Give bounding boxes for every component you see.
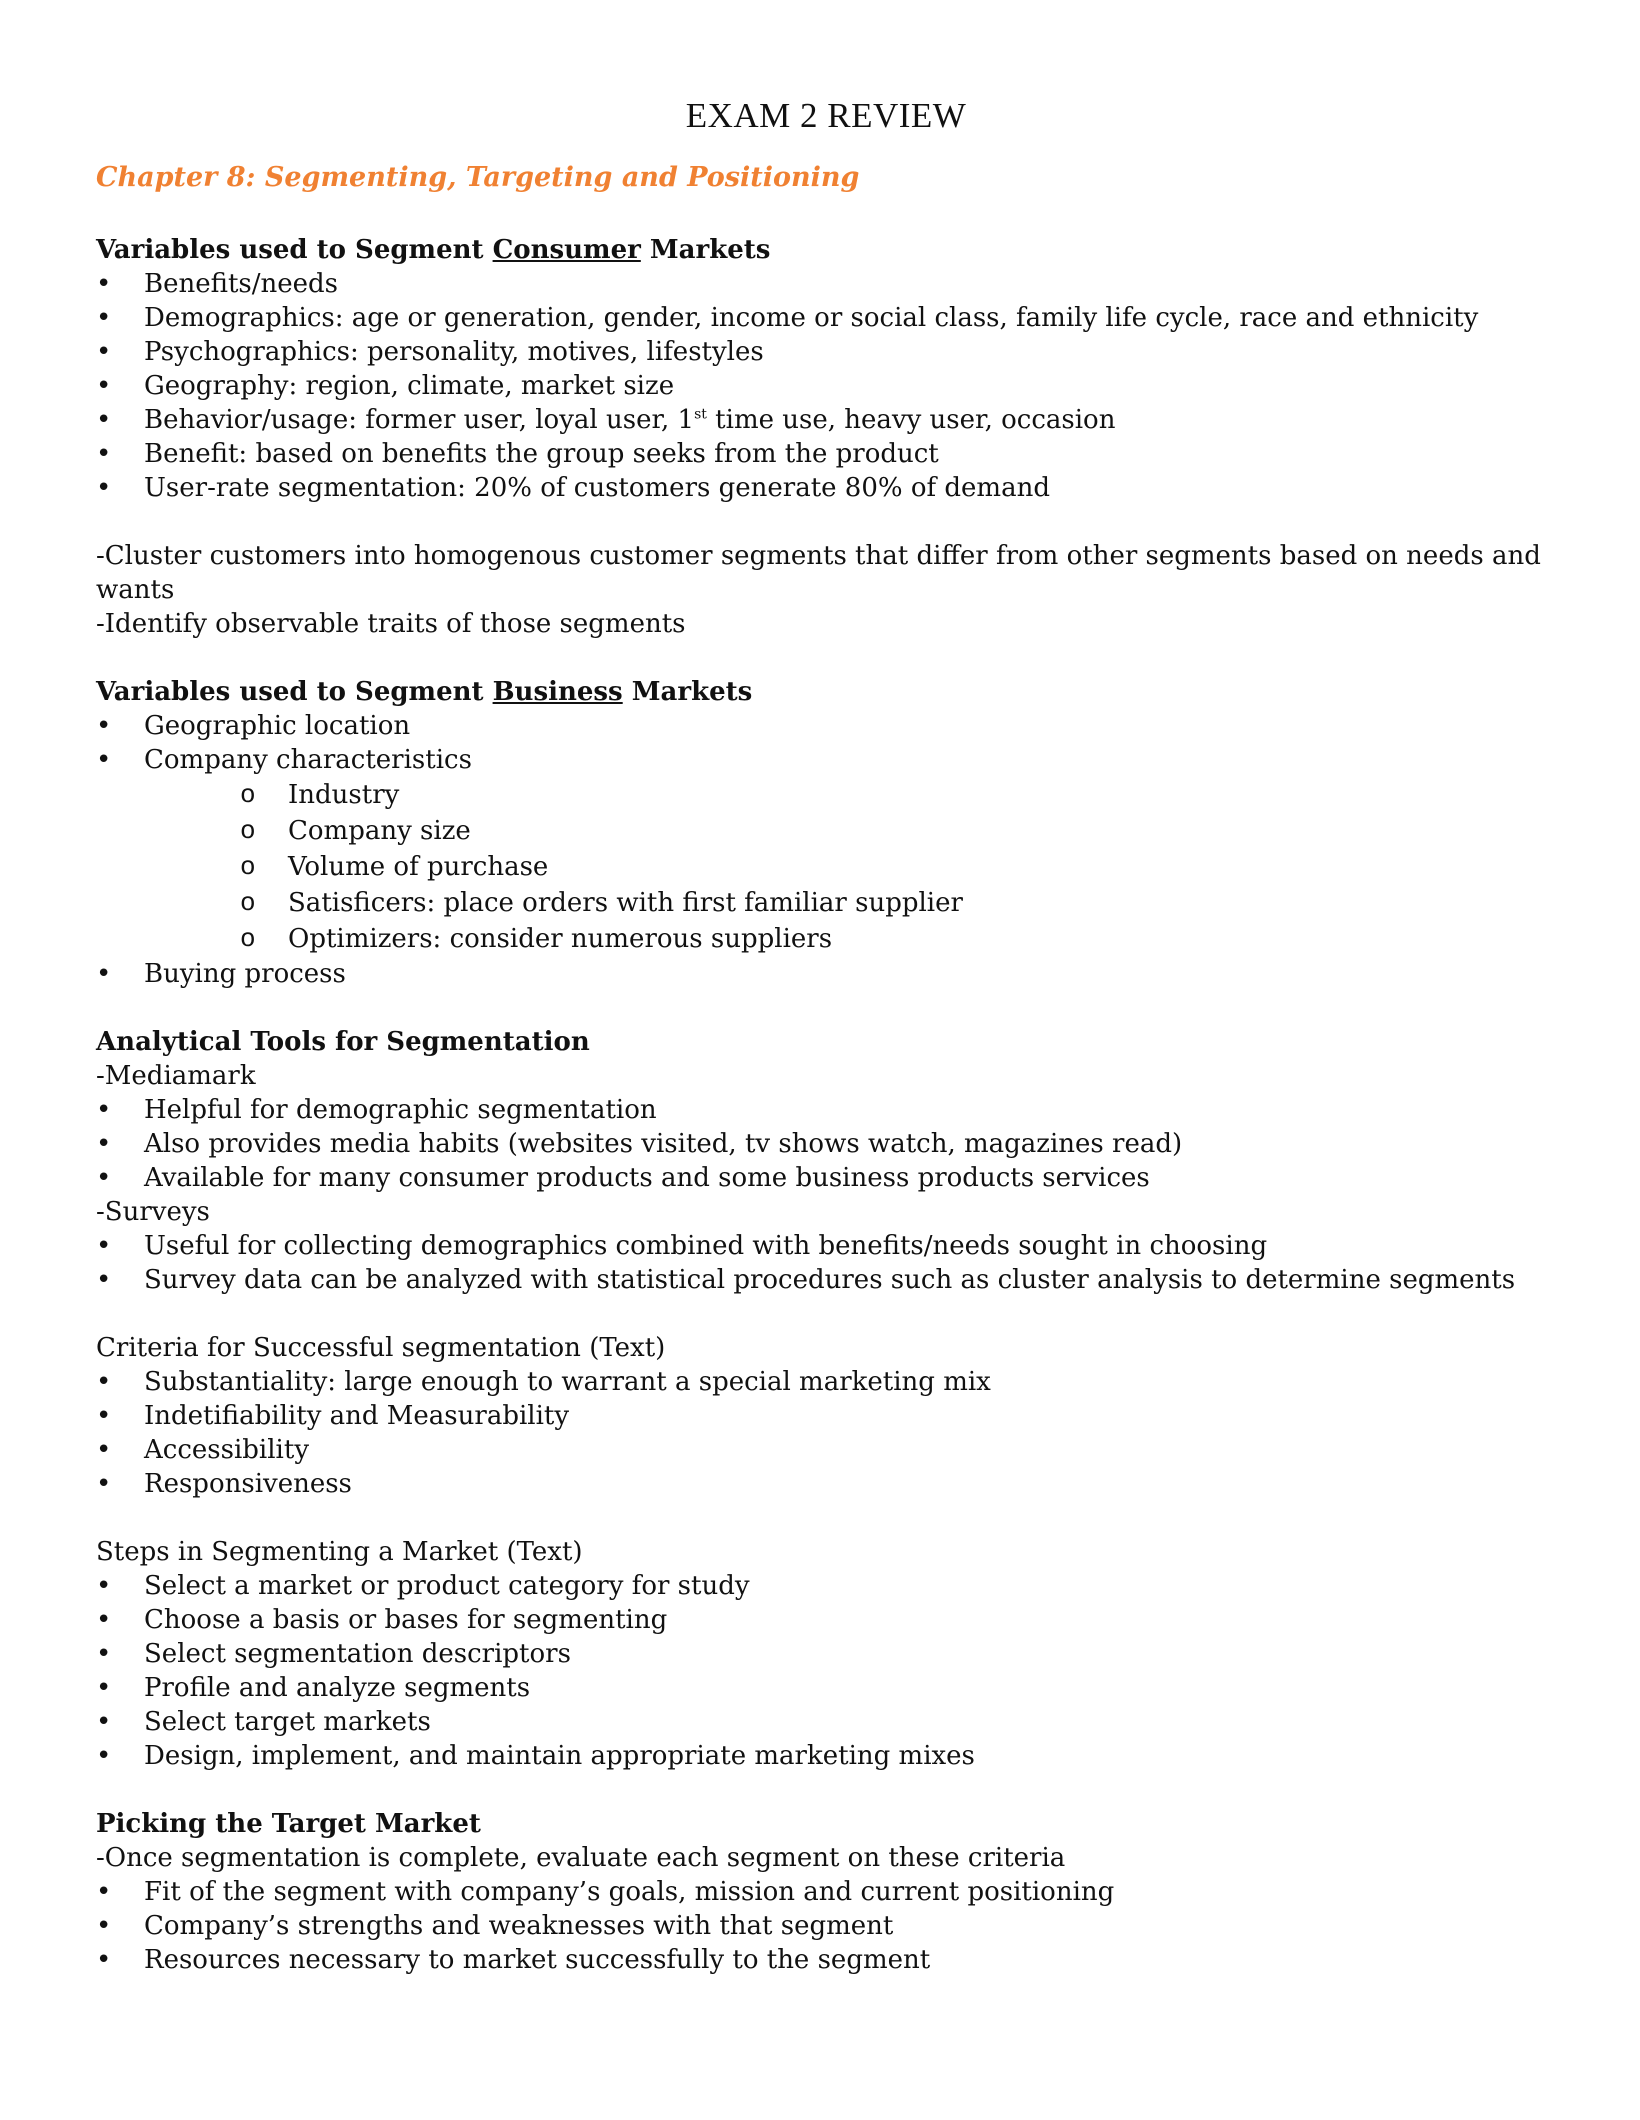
company-characteristics-sublist <box>96 777 1556 957</box>
list-item: • Useful for collecting demographics combined with benefits/needs sought in choosing <box>96 1229 1556 1263</box>
analytical-heading: Analytical Tools for Segmentation <box>96 1027 590 1057</box>
list-item: • Choose a basis or bases for segmenting <box>96 1603 1556 1637</box>
list-item: • Company characteristics <box>96 743 1556 777</box>
mediamark-label: -Mediamark <box>96 1061 256 1091</box>
business-heading <box>96 675 1556 709</box>
surveys-label: -Surveys <box>96 1197 210 1227</box>
chapter-heading: Chapter 8: Segmenting, Targeting and Positioning <box>96 162 860 193</box>
consumer-heading-underlined: Consumer <box>492 235 641 265</box>
list-item: • Select a market or product category for study <box>96 1569 1556 1603</box>
criteria-heading: Criteria for Successful segmentation (Text) <box>96 1333 666 1363</box>
list-item: • Benefits/needs <box>96 267 1556 301</box>
sub-list-item: o Industry <box>240 777 1556 813</box>
list-item: • Select segmentation descriptors <box>96 1637 1556 1671</box>
list-item-behavior <box>96 403 1556 437</box>
list-item: • Select target markets <box>96 1705 1556 1739</box>
business-heading-post: Markets <box>622 677 753 707</box>
steps-heading: Steps in Segmenting a Market (Text) <box>96 1537 583 1567</box>
list-item: • Fit of the segment with company’s goals, mission and current positioning <box>96 1875 1556 1909</box>
consumer-heading-pre: Variables used to Segment <box>96 235 493 265</box>
list-item: • Substantiality: large enough to warrant a special marketing mix <box>96 1365 1556 1399</box>
list-item: • Accessibility <box>96 1433 1556 1467</box>
criteria-section <box>96 1331 1556 1501</box>
behavior-text-pre: Behavior/usage: former user, loyal user, 1 <box>144 405 695 435</box>
steps-bullet-list <box>96 1569 1556 1773</box>
list-item: • Indetifiability and Measurability <box>96 1399 1556 1433</box>
list-item: • Buying process <box>96 957 1556 991</box>
target-bullet-list <box>96 1875 1556 1977</box>
list-item: • Geography: region, climate, market size <box>96 369 1556 403</box>
list-item: • Design, implement, and maintain appropriate marketing mixes <box>96 1739 1556 1773</box>
mediamark-bullet-list <box>96 1093 1556 1195</box>
list-item: • Survey data can be analyzed with statistical procedures such as cluster analysis to determine segments <box>96 1263 1556 1297</box>
steps-section <box>96 1535 1556 1773</box>
target-heading: Picking the Target Market <box>96 1809 481 1839</box>
list-item: • Available for many consumer products and some business products services <box>96 1161 1556 1195</box>
consumer-notes <box>96 539 1556 641</box>
consumer-heading-post: Markets <box>640 235 771 265</box>
target-section <box>96 1807 1556 1977</box>
consumer-heading <box>96 233 1556 267</box>
list-item: • Helpful for demographic segmentation <box>96 1093 1556 1127</box>
business-bullet-list <box>96 709 1556 777</box>
document-title: EXAM 2 REVIEW <box>685 96 967 135</box>
sub-list-item: o Optimizers: consider numerous suppliers <box>240 921 1556 957</box>
target-intro: -Once segmentation is complete, evaluate each segment on these criteria <box>96 1843 1066 1873</box>
sub-list-item: o Company size <box>240 813 1556 849</box>
list-item: • User-rate segmentation: 20% of customers generate 80% of demand <box>96 471 1556 505</box>
list-item: • Benefit: based on benefits the group seeks from the product <box>96 437 1556 471</box>
list-item: • Company’s strengths and weaknesses with that segment <box>96 1909 1556 1943</box>
business-heading-pre: Variables used to Segment <box>96 677 493 707</box>
sub-list-item: o Volume of purchase <box>240 849 1556 885</box>
consumer-section <box>96 233 1556 505</box>
surveys-bullet-list <box>96 1229 1556 1297</box>
business-section <box>96 675 1556 991</box>
behavior-superscript: st <box>694 406 707 423</box>
document-page <box>96 96 1556 2011</box>
business-bullet-list-2 <box>96 957 1556 991</box>
analytical-section <box>96 1025 1556 1297</box>
note-cluster: -Cluster customers into homogenous customer segments that differ from other segments based on needs and wants <box>96 541 1541 605</box>
list-item: • Geographic location <box>96 709 1556 743</box>
list-item: • Profile and analyze segments <box>96 1671 1556 1705</box>
sub-list-item: o Satisficers: place orders with first familiar supplier <box>240 885 1556 921</box>
list-item: • Resources necessary to market successfully to the segment <box>96 1943 1556 1977</box>
consumer-bullet-list <box>96 267 1556 505</box>
list-item: • Also provides media habits (websites visited, tv shows watch, magazines read) <box>96 1127 1556 1161</box>
note-identify: -Identify observable traits of those segments <box>96 609 686 639</box>
list-item: • Demographics: age or generation, gender, income or social class, family life cycle, race and ethnicity <box>96 301 1556 335</box>
business-heading-underlined: Business <box>492 677 623 707</box>
list-item: • Psychographics: personality, motives, lifestyles <box>96 335 1556 369</box>
behavior-text-post: time use, heavy user, occasion <box>706 405 1116 435</box>
criteria-bullet-list <box>96 1365 1556 1501</box>
list-item: • Responsiveness <box>96 1467 1556 1501</box>
